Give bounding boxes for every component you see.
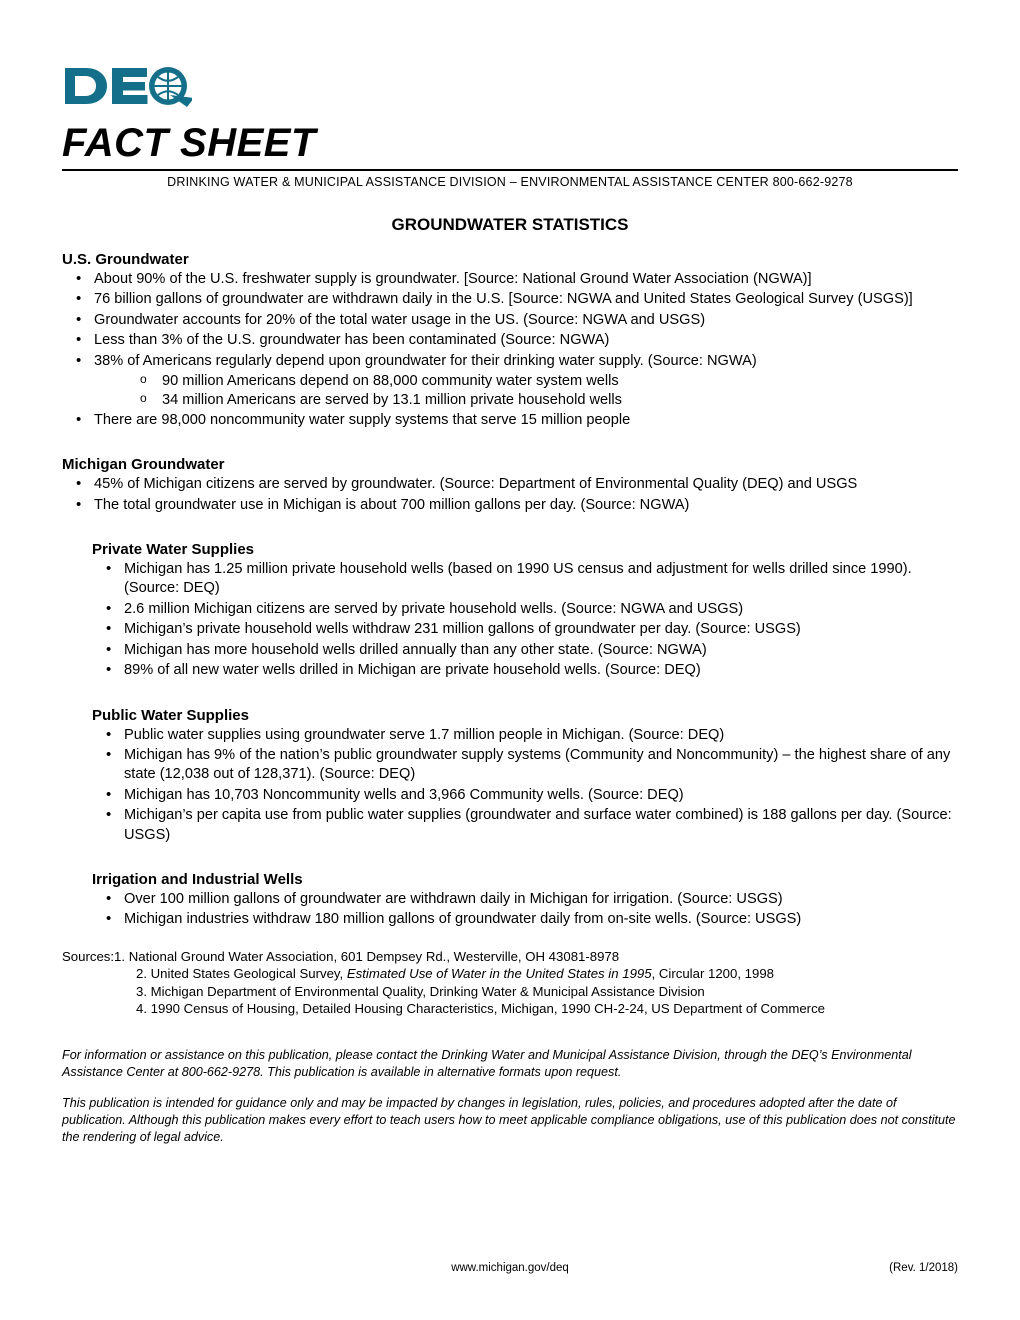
sources-line-3: 3. Michigan Department of Environmental Quality, Drinking Water & Municipal Assistance Division: [136, 983, 705, 999]
page-title: GROUNDWATER STATISTICS: [391, 215, 629, 234]
list-michigan-groundwater: [62, 475, 958, 515]
list-item: • There are 98,000 noncommunity water supply systems that serve 15 million people: [62, 411, 958, 430]
list-us-groundwater-cont: [62, 411, 958, 430]
sources-item-2-title: Estimated Use of Water in the United States in 1995: [346, 966, 652, 982]
list-item: • The total groundwater use in Michigan is about 700 million gallons per day. (Source: NGWA): [62, 496, 958, 515]
list-item: • 76 billion gallons of groundwater are withdrawn daily in the U.S. [Source: NGWA and United States Geological Survey (USGS)]: [62, 290, 958, 309]
page-footer: [62, 1262, 958, 1274]
list-item: • 45% of Michigan citizens are served by groundwater. (Source: Department of Environmental Quality (DEQ) and USGS: [62, 475, 958, 494]
header-divider: [62, 169, 958, 171]
list-irrigation-industrial-wells: [62, 890, 958, 930]
sources-line-1: [62, 948, 958, 965]
sources-item-1: 1. National Ground Water Association, 601 Dempsey Rd., Westerville, OH 43081-8978: [114, 948, 620, 964]
list-public-water-supplies: [62, 726, 958, 845]
list-item: • Michigan industries withdraw 180 million gallons of groundwater daily from on-site wells. (Source: USGS): [62, 910, 958, 929]
list-item: o 34 million Americans are served by 13.1 million private household wells: [62, 391, 958, 410]
footnotes-block: [62, 1047, 958, 1146]
list-item: • Michigan has 10,703 Noncommunity wells and 3,966 Community wells. (Source: DEQ): [62, 786, 958, 805]
header-logo-row: [62, 55, 958, 117]
section-heading-public-water-supplies: Public Water Supplies: [92, 706, 249, 724]
list-item: • Michigan has more household wells drilled annually than any other state. (Source: NGWA): [62, 641, 958, 660]
footnote-disclaimer: This publication is intended for guidance only and may be impacted by changes in legislation, rules, policies, and procedures adopted after the date of publication. Although this publication makes every effort to teach users how to meet applicable compliance obligations, use of this publication does not constitute the rendering of legal advice.: [62, 1096, 956, 1145]
footer-url[interactable]: www.michigan.gov/deq: [451, 1262, 569, 1274]
section-heading-us-groundwater: U.S. Groundwater: [62, 251, 189, 268]
list-item: • Public water supplies using groundwater serve 1.7 million people in Michigan. (Source: DEQ): [62, 726, 958, 745]
list-item: • About 90% of the U.S. freshwater supply is groundwater. [Source: National Ground Water Association (NGWA)]: [62, 270, 958, 289]
sources-label: Sources:: [62, 948, 115, 964]
list-item: • Groundwater accounts for 20% of the total water usage in the US. (Source: NGWA and USGS): [62, 311, 958, 330]
sources-item-2: 2. United States Geological Survey,: [136, 966, 347, 982]
section-heading-private-water-supplies: Private Water Supplies: [92, 541, 254, 559]
sublist-us-groundwater: [62, 372, 958, 411]
footnote-contact: For information or assistance on this publication, please contact the Drinking Water and Municipal Assistance Division, through the DEQ’s Environmental Assistance Center at 800-662-9278. This publication is available in alternative formats upon request.: [62, 1048, 912, 1080]
division-line: DRINKING WATER & MUNICIPAL ASSISTANCE DIVISION – ENVIRONMENTAL ASSISTANCE CENTER 800-662-9278: [167, 175, 853, 189]
list-us-groundwater: [62, 270, 958, 371]
section-heading-michigan-groundwater: Michigan Groundwater: [62, 456, 225, 474]
list-item: • Michigan’s private household wells withdraw 231 million gallons of groundwater per day. (Source: USGS): [62, 620, 958, 639]
sources-line-2: [136, 965, 958, 982]
list-item: • Michigan has 1.25 million private household wells (based on 1990 US census and adjustment for wells drilled since 1990). (Source: DEQ): [62, 560, 958, 599]
section-heading-irrigation-industrial-wells: Irrigation and Industrial Wells: [92, 870, 303, 888]
list-item: o 90 million Americans depend on 88,000 community water system wells: [62, 372, 958, 391]
list-item: • 2.6 million Michigan citizens are served by private household wells. (Source: NGWA and USGS): [62, 600, 958, 619]
list-item: • Michigan’s per capita use from public water supplies (groundwater and surface water combined) is 188 gallons per day. (Source: USGS): [62, 806, 958, 845]
sources-line-4: 4. 1990 Census of Housing, Detailed Housing Characteristics, Michigan, 1990 CH-2-24, US Department of Commerce: [136, 1001, 826, 1017]
sources-block: [62, 948, 958, 1018]
sources-item-2-tail: , Circular 1200, 1998: [651, 966, 775, 982]
fact-sheet-title: FACT SHEET: [62, 121, 316, 165]
list-item: • Michigan has 9% of the nation’s public groundwater supply systems (Community and Noncommunity) – the highest share of any state (12,038 out of 128,371). (Source: DEQ): [62, 746, 958, 785]
list-item: • 89% of all new water wells drilled in Michigan are private household wells. (Source: DEQ): [62, 661, 958, 680]
deq-logo-icon: [62, 63, 192, 109]
footer-revision: (Rev. 1/2018): [889, 1262, 958, 1274]
list-item: • 38% of Americans regularly depend upon groundwater for their drinking water supply. (Source: NGWA): [62, 352, 958, 371]
list-item: • Over 100 million gallons of groundwater are withdrawn daily in Michigan for irrigation. (Source: USGS): [62, 890, 958, 909]
list-item: • Less than 3% of the U.S. groundwater has been contaminated (Source: NGWA): [62, 331, 958, 350]
list-private-water-supplies: [62, 560, 958, 680]
